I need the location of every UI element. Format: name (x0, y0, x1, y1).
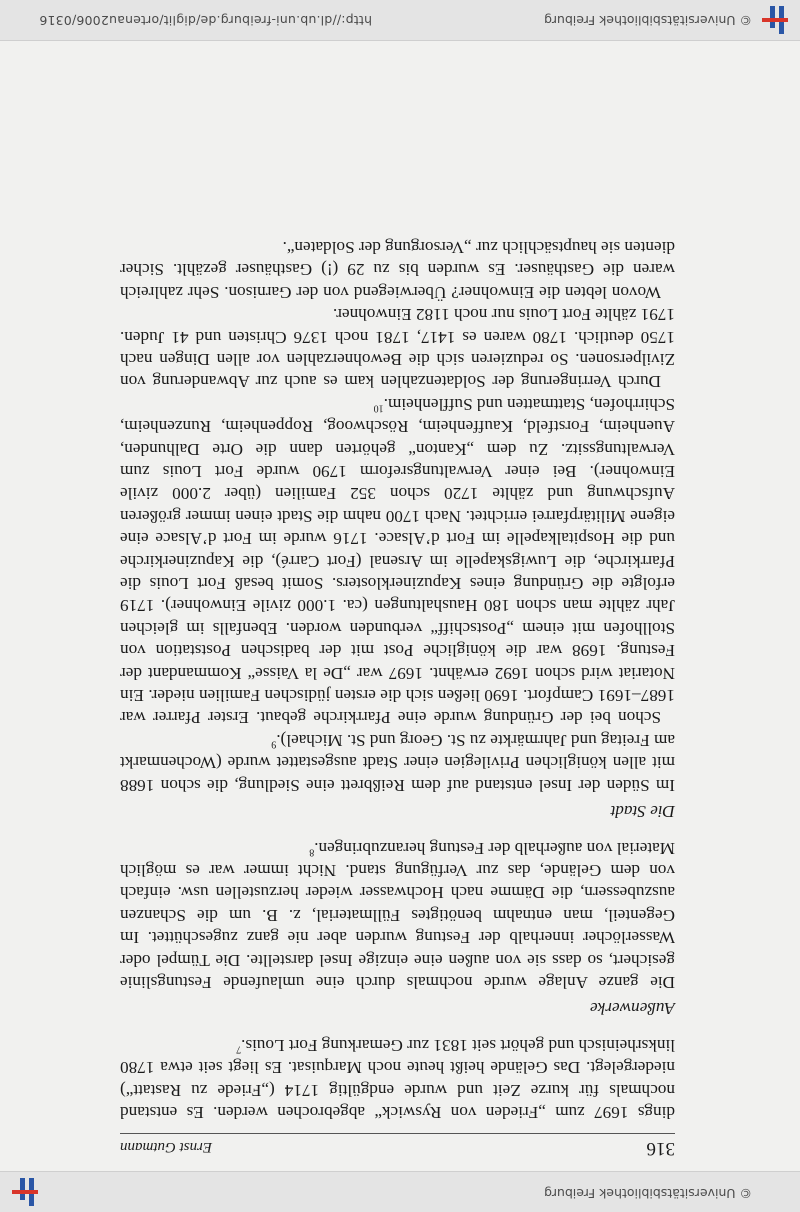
running-head-author: Ernst Gutmann (120, 1139, 213, 1155)
ub-logo-icon (762, 6, 788, 34)
running-head (120, 1133, 675, 1159)
footnote-ref: 7 (236, 1043, 242, 1055)
top-banner (0, 0, 800, 41)
section-heading: Die Stadt (610, 802, 675, 822)
page-content (120, 236, 675, 1159)
footnote-ref: 10 (373, 402, 384, 414)
banner-copyright: © Universitätsbibliothek Freiburg (544, 1186, 752, 1201)
source-url[interactable]: http://dl.ub.uni-freiburg.de/diglit/ortenau2006/0316 (39, 13, 372, 28)
paragraph: Wovon lebten die Einwohner? Überwiegend von der Garnison. Sehr zahlreich waren die Gasthäuser. Es wurden bis zu 29 (!) Gasthäuser gezählt. Sicher dienten sie hauptsächlich zur „Versorgung der Soldaten“. (120, 237, 675, 302)
bottom-banner (0, 1171, 800, 1212)
header-copyright: © Universitätsbibliothek Freiburg (544, 13, 752, 28)
paragraph: Die ganze Anlage wurde nochmals durch eine umlaufende Festungslinie gesichert, so dass sie von außen eine einzige Insel darstellte. Die Tümpel oder Wasserlöcher innerhalb der Festung wurden aber nie ganz zugeschüttet. Im Gegenteil, man entnahm benötigtes Füllmaterial, z. B. um die Schanzen auszubessern, die Dämme nach Hochwasser wieder herzustellen usw. einfach von dem Gelände, das zur Verfügung stand. Nicht immer war es möglich Material von außerhalb der Festung heranzubringen.$^8$ (120, 838, 675, 992)
ub-logo-icon (12, 1178, 38, 1206)
footnote-ref: 8 (309, 846, 315, 858)
paragraph: Durch Verringerung der Soldatenzahlen kam es auch zur Abwanderung von Zivilpersonen. So reduzieren sich die Bewohnerzahlen vor allen Dingen nach 1750 deutlich. 1780 waren es 1417, 1781 noch 1376 Christen und 41 Juden. 1791 zählte Fort Louis nur noch 1182 Einwohner. (120, 305, 675, 392)
section-heading: Außenwerke (590, 999, 675, 1019)
paragraph: Schon bei der Gründung wurde eine Pfarrkirche gebaut. Erster Pfarrer war 1687–1691 Campfort. 1690 ließen sich die ersten jüdischen Familien nieder. Ein Notariat wird schon 1692 erwähnt. 1697 war „De la Vaisse“ Kommandant der Festung. 1698 war die königliche Post mit der badischen Poststation von Stollhofen mit einem „Postschiff“ verbunden worden. Ebenfalls im gleichen Jahr zählte man schon 180 Haushaltungen (ca. 1.000 zivile Einwohner). 1719 erfolgte die Gründung eines Kapuzinerklosters. Somit besaß Fort Louis die Pfarrkirche, die Luwigskapelle im Arsenal (Fort Carré), die Kapuzinerkirche und die Hospitalkapelle im Fort d’Alsace. 1716 wurde im Fort d’Alsace eine eigene Militärpfarrei errichtet. Nach 1700 nahm die Stadt einen immer größeren Aufschwung und zählte 1720 schon 352 Familien (über 2.000 zivile Einwohner). Bei einer Verwaltungsreform 1790 wurde Fort Louis zum Verwaltungssitz. Zu dem „Kanton“ gehörten dann die Orte Dalhunden, Auenheim, Forstfeld, Kauffenheim, Röschwoog, Roppenheim, Runzenheim, Schirrhofen, Stattmatten und Sufflenheim.$^{10}$ (120, 394, 675, 728)
paragraph: dings 1697 zum „Frieden von Ryswick“ abgebrochen werden. Es entstand nochmals für kurze Zeit und wurde endgültig 1714 („Friede zu Rastatt“) niedergelegt. Das Gelände heißt heute noch Marquisat. Es liegt seit etwa 1780 linksrheinisch und gehört seit 1831 zur Gemarkung Fort Louis.$^7$ (120, 1035, 675, 1122)
footnote-ref: 9 (271, 738, 277, 750)
page-number: 316 (646, 1138, 675, 1159)
paragraph: Im Süden der Insel entstand auf dem Reißbrett eine Siedlung, die schon 1688 mit allen königlichen Privilegien einer Stadt ausgestattet wurde (Wochenmarkt am Freitag und Jahrmärkte zu St. Georg und St. Michael).$^9$ (120, 730, 675, 795)
body-text (120, 236, 675, 1123)
